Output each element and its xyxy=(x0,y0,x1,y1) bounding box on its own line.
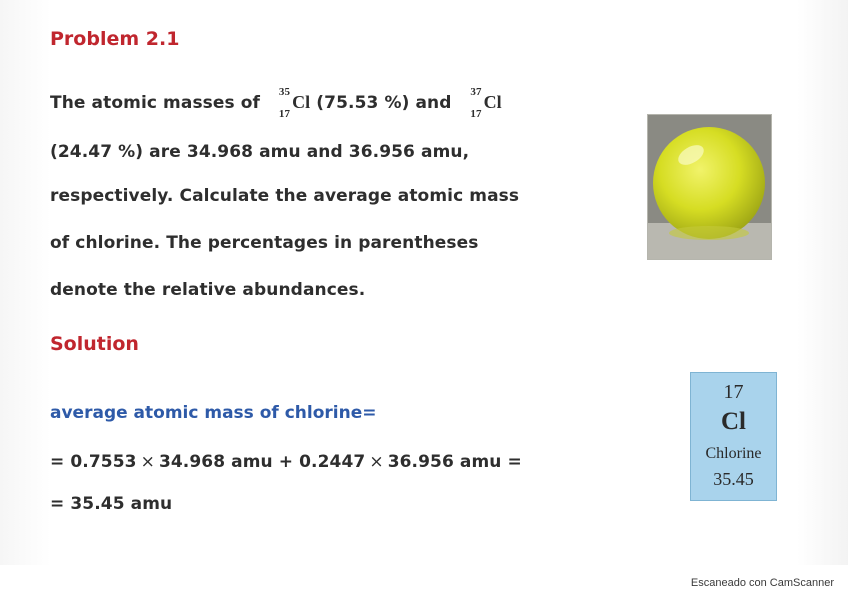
isotope-mass-number: 37 xyxy=(470,86,482,98)
problem-line-1 xyxy=(50,88,502,118)
problem-line-3: respectively. Calculate the average atomic mass xyxy=(50,186,520,206)
problem-line-4: of chlorine. The percentages in parentheses xyxy=(50,233,479,253)
element-symbol: Cl xyxy=(721,408,746,435)
times-symbol: × xyxy=(140,452,155,472)
problem-line-2: (24.47 %) are 34.968 amu and 36.956 amu, xyxy=(50,142,470,162)
solution-title: Solution xyxy=(50,333,139,355)
isotope-atomic-number: 17 xyxy=(278,108,291,120)
problem-line-1-middle: (75.53 %) and xyxy=(316,93,452,113)
calc-part-a: = 0.7553 xyxy=(50,452,137,472)
problem-line-1-prefix: The atomic masses of xyxy=(50,93,261,113)
element-atomic-mass: 35.45 xyxy=(713,469,754,489)
result-line: = 35.45 amu xyxy=(50,494,173,514)
problem-line-5: denote the relative abundances. xyxy=(50,280,366,300)
scanner-watermark: Escaneado con CamScanner xyxy=(690,577,834,589)
isotope-atomic-number: 17 xyxy=(470,108,482,120)
isotope-symbol: Cl xyxy=(292,92,311,112)
problem-title: Problem 2.1 xyxy=(50,28,180,50)
calc-part-c: 36.956 amu = xyxy=(387,452,522,472)
isotope-mass-number: 35 xyxy=(278,86,291,98)
times-symbol: × xyxy=(369,452,384,472)
element-name: Chlorine xyxy=(705,445,762,462)
calc-part-b: 34.968 amu + 0.2447 xyxy=(158,452,366,472)
chlorine-gas-flask-image xyxy=(647,114,772,260)
isotope-notation-cl37 xyxy=(464,88,482,118)
periodic-element-tile xyxy=(690,372,777,501)
isotope-notation-cl35 xyxy=(272,88,290,118)
isotope-symbol: Cl xyxy=(483,92,502,112)
calculation-line xyxy=(50,452,522,472)
element-atomic-number: 17 xyxy=(723,381,744,403)
solution-heading: average atomic mass of chlorine= xyxy=(50,403,377,423)
flask-illustration xyxy=(648,115,771,259)
